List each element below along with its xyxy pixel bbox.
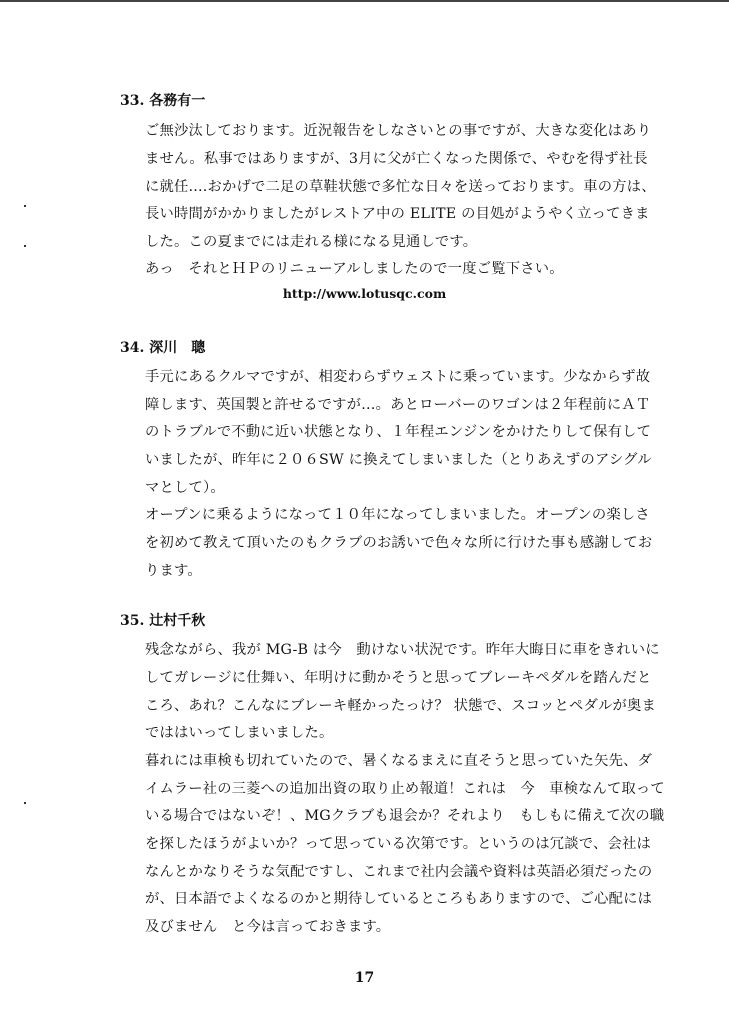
body-line: 障します、英国製と許せるですが…。あとローバーのワゴンは２年程前にＡＴ — [145, 397, 651, 413]
body-line: が、日本語でよくなるのかと期待しているところもありますので、ご心配には — [145, 891, 653, 907]
body-line: 及びません と今は言っておきます。 — [145, 919, 391, 935]
body-line: ころ、あれ？こんなにブレーキ軽かったっけ？ 状態で、スコッとペダルが奥ま — [145, 698, 656, 714]
body-line: でははいってしまいました。 — [145, 725, 334, 741]
body-line: 暮れには車検も切れていたので、暑くなるまえに直そうと思っていた矢先、ダ — [145, 753, 653, 769]
body-line: マとして）。 — [145, 480, 225, 496]
body-line: なんとかなりそうな気配ですし、これまで社内会議や資料は英語必須だったの — [145, 864, 653, 880]
scan-speck — [24, 245, 26, 247]
body-line: ご無沙汰しております。近況報告をしなさいとの事ですが、大きな変化はあり — [145, 123, 652, 139]
body-line: を初めて教えて頂いたのもクラブのお誘いで色々な所に行けた事も感謝してお — [145, 535, 653, 551]
body-line: あっ それとＨＰのリニューアルしましたので一度ご覧下さい。 — [145, 261, 564, 277]
body-line: イムラー社の三菱への追加出資の取り止め報道！これは 今 車検なんて取って — [145, 781, 665, 797]
body-line: ません。私事ではありますが、3月に父が亡くなった関係で、やむを得ず社長 — [145, 151, 648, 167]
body-line: に就任....おかげで二足の草鞋状態で多忙な日々を送っております。車の方は、 — [145, 179, 656, 195]
body-line: いる場合ではないぞ！、MGクラブも退会か？それより もしもに備えて次の職 — [145, 808, 665, 824]
body-line: のトラブルで不動に近い状態となり、１年程エンジンをかけたりして保有して — [145, 424, 652, 440]
section-heading: 35. 辻村千秋 — [120, 613, 206, 629]
body-line: いましたが、昨年に２０６SW に換えてしまいました（とりあえずのアシグル — [145, 452, 652, 468]
page-number: 17 — [354, 970, 375, 986]
section-heading: 33. 各務有一 — [120, 93, 206, 109]
body-line: した。この夏までには走れる様になる見通しです。 — [145, 234, 478, 250]
body-line: を探したほうがよいか？って思っている次第です。というのは冗談で、会社は — [145, 836, 651, 852]
body-line: 手元にあるクルマですが、相変わらずウェストに乗っています。少なからず故 — [145, 369, 651, 385]
scan-speck — [24, 802, 26, 804]
scan-speck — [24, 205, 26, 207]
section-heading: 34. 深川 聰 — [120, 340, 206, 356]
website-url: http://www.lotusqc.com — [282, 286, 447, 301]
top-border — [0, 0, 729, 2]
body-line: 残念ながら、我が MG-B は今 動けない状況です。昨年大晦日に車をきれいに — [145, 642, 660, 658]
body-line: 長い時間がかかりましたがレストア中の ELITE の目処がようやく立ってきま — [145, 206, 650, 222]
body-line: ります。 — [145, 563, 202, 579]
body-line: オープンに乗るようになって１０年になってしまいました。オープンの楽しさ — [145, 507, 650, 523]
body-line: してガレージに仕舞い、年明けに動かそうと思ってブレーキペダルを踏んだと — [145, 670, 652, 686]
